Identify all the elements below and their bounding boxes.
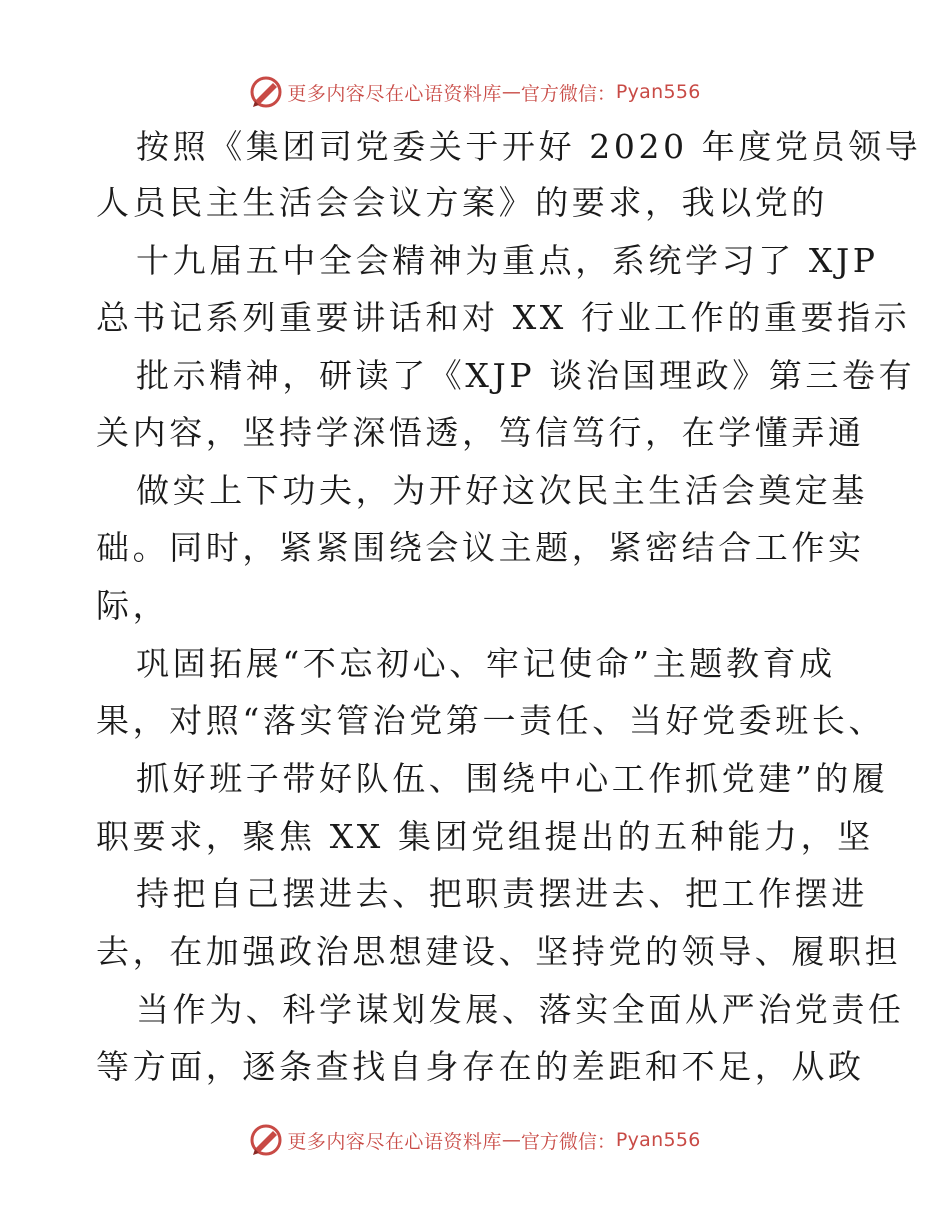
- body-line: 做实上下功夫，为开好这次民主生活会奠定基: [136, 471, 868, 510]
- body-line: 人员民主生活会会议方案》的要求，我以党的: [96, 183, 828, 222]
- pen-logo-icon: [249, 75, 283, 109]
- body-line: 去，在加强政治思想建设、坚持党的领导、履职担: [96, 932, 902, 971]
- body-line: 十九届五中全会精神为重点，系统学习了 XJP: [136, 241, 879, 280]
- body-line: 抓好班子带好队伍、围绕中心工作抓党建”的履: [136, 759, 889, 798]
- watermark-separator: —: [501, 81, 521, 103]
- watermark-text: 更多内容尽在心语资料库: [287, 82, 502, 105]
- body-line: 职要求，聚焦 XX 集团党组提出的五种能力，坚: [96, 817, 874, 856]
- watermark-footer: [0, 1120, 950, 1160]
- body-line: 础。同时，紧紧围绕会议主题，紧密结合工作实: [96, 528, 865, 567]
- body-line: 巩固拓展“不忘初心、牢记使命”主题教育成: [136, 644, 836, 683]
- watermark-header: [0, 72, 950, 112]
- watermark-label: 官方微信：: [520, 82, 616, 105]
- pen-logo-icon: [249, 1123, 283, 1157]
- body-line: 按照《集团司党委关于开好 2020 年度党员领导: [136, 127, 922, 166]
- body-line: 果，对照“落实管治党第一责任、当好党委班长、: [96, 701, 886, 740]
- body-line: 总书记系列重要讲话和对 XX 行业工作的重要指示: [96, 298, 911, 337]
- body-line: 关内容，坚持学深悟透，笃信笃行，在学懂弄通: [96, 413, 865, 452]
- body-line: 当作为、科学谋划发展、落实全面从严治党责任: [136, 990, 905, 1029]
- body-line: 批示精神，研读了《XJP 谈治国理政》第三卷有: [136, 356, 916, 395]
- body-line: 际，: [96, 586, 170, 625]
- watermark-text: 更多内容尽在心语资料库: [287, 1130, 502, 1153]
- watermark-account: Pyan556: [615, 81, 701, 103]
- watermark-separator: —: [501, 1129, 521, 1151]
- body-line: 等方面，逐条查找自身存在的差距和不足，从政: [96, 1047, 865, 1086]
- watermark-account: Pyan556: [615, 1129, 701, 1151]
- watermark-label: 官方微信：: [520, 1130, 616, 1153]
- body-line: 持把自己摆进去、把职责摆进去、把工作摆进: [136, 874, 868, 913]
